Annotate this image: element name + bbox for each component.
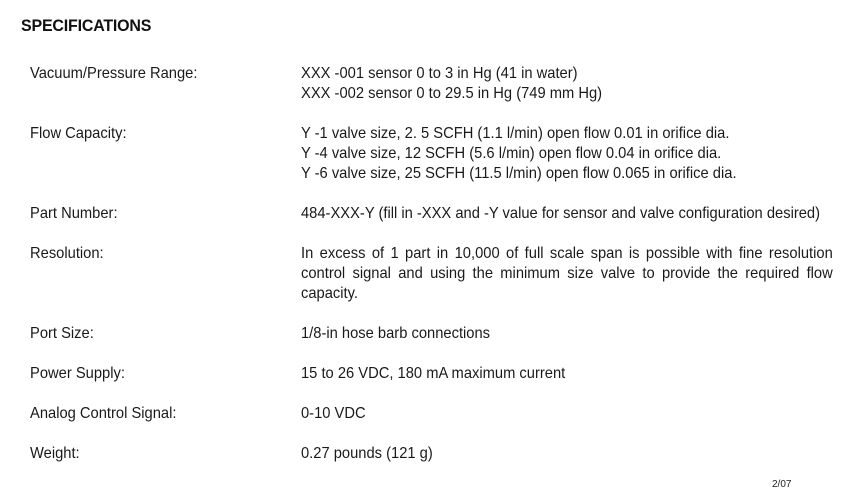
section-heading: SPECIFICATIONS [21, 16, 152, 35]
spec-value [301, 404, 833, 424]
spec-value-line: XXX -001 sensor 0 to 3 in Hg (41 in water) [301, 65, 578, 82]
spec-value-line: Y -6 valve size, 25 SCFH (11.5 l/min) open flow 0.065 in orifice dia. [301, 165, 737, 182]
spec-label: Flow Capacity: [30, 125, 127, 142]
spec-value [301, 364, 833, 384]
page-number: 2/07 [772, 479, 792, 490]
spec-value [301, 64, 833, 104]
spec-value-line: 0.27 pounds (121 g) [301, 445, 433, 462]
spec-value-line: 15 to 26 VDC, 180 mA maximum current [301, 365, 566, 382]
spec-value-line: Y -1 valve size, 2. 5 SCFH (1.1 l/min) open flow 0.01 in orifice dia. [301, 125, 730, 142]
spec-label: Vacuum/Pressure Range: [30, 65, 198, 82]
spec-label: Resolution: [30, 245, 104, 262]
spec-label: Analog Control Signal: [30, 405, 177, 422]
spec-value-paragraph: In excess of 1 part in 10,000 of full scale span is possible with fine resolution control signal and using the minimum size valve to provide the required flow capacity. [301, 245, 833, 302]
spec-label: Weight: [30, 445, 80, 462]
spec-value-line: XXX -002 sensor 0 to 29.5 in Hg (749 mm Hg) [301, 85, 603, 102]
spec-value-line: 1/8-in hose barb connections [301, 325, 491, 342]
spec-value-line: Y -4 valve size, 12 SCFH (5.6 l/min) open flow 0.04 in orifice dia. [301, 145, 722, 162]
spec-value [301, 204, 833, 224]
spec-value [301, 444, 833, 464]
spec-value-line: 0-10 VDC [301, 405, 366, 422]
spec-value-line: 484-XXX-Y (fill in -XXX and -Y value for sensor and valve configuration desired) [301, 205, 821, 222]
spec-label: Port Size: [30, 325, 94, 342]
spec-label: Part Number: [30, 205, 118, 222]
spec-label: Power Supply: [30, 365, 125, 382]
spec-value [301, 324, 833, 344]
spec-value [301, 124, 833, 184]
